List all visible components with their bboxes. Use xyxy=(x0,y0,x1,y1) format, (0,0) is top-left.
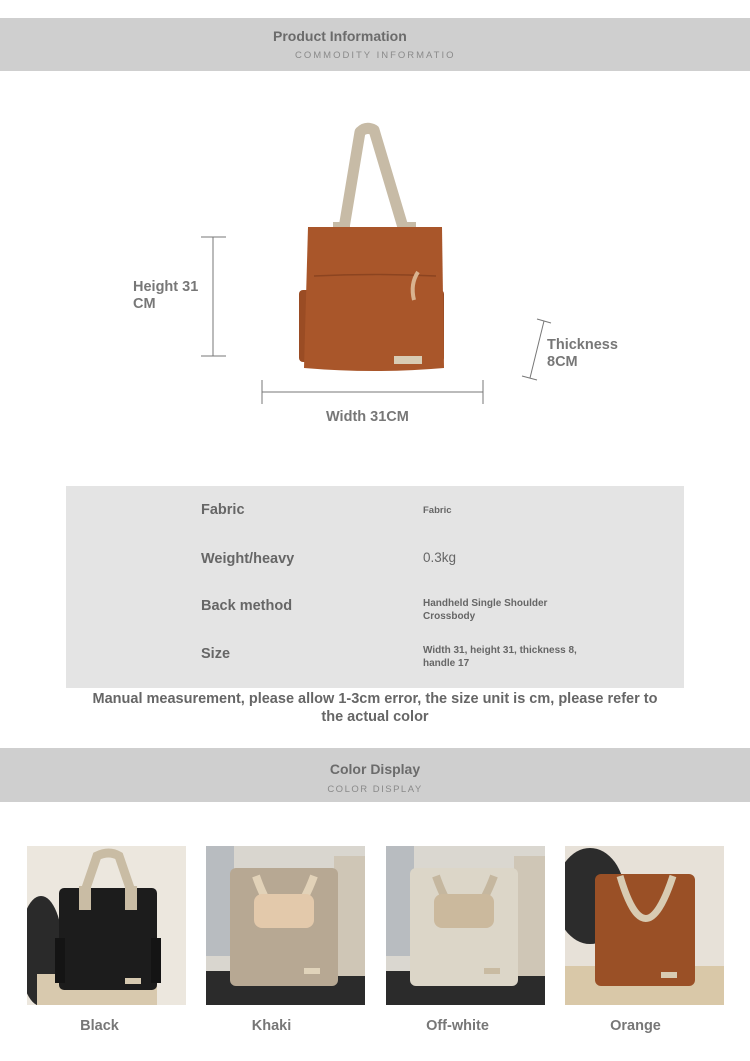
bag-image xyxy=(299,128,444,371)
color-label-black: Black xyxy=(80,1018,119,1034)
width-label: Width 31CM xyxy=(326,409,409,425)
spec-key: Size xyxy=(201,646,231,662)
color-label-off-white: Off-white xyxy=(426,1018,489,1034)
product-info-subtitle: COMMODITY INFORMATIO xyxy=(295,50,456,61)
thickness-label: Thickness 8CM xyxy=(547,337,618,370)
spec-value: Handheld Single Shoulder Crossbody xyxy=(423,598,548,622)
color-swatch-orange[interactable] xyxy=(565,846,724,1005)
color-display-title: Color Display xyxy=(329,761,421,777)
height-label: Height 31 CM xyxy=(133,279,199,312)
color-label-orange: Orange xyxy=(610,1018,661,1034)
color-display-banner xyxy=(0,748,750,802)
spec-value: 0.3kg xyxy=(423,550,457,565)
measurement-note: Manual measurement, please allow 1-3cm error, the size unit is cm, please refer to the actual color xyxy=(92,691,658,725)
spec-key: Back method xyxy=(201,598,293,614)
orange-bag-image xyxy=(565,846,724,1005)
color-swatch-black[interactable] xyxy=(27,846,186,1005)
spec-table xyxy=(66,486,684,688)
spec-value: Fabric xyxy=(423,505,452,516)
width-measure-line xyxy=(262,380,483,404)
color-label-khaki: Khaki xyxy=(251,1018,292,1034)
color-swatch-khaki[interactable] xyxy=(206,846,365,1005)
off-white-bag-image xyxy=(386,846,545,1005)
bag-dimension-diagram xyxy=(0,72,750,532)
product-info-title: Product Information xyxy=(273,28,407,44)
color-swatch-off-white[interactable] xyxy=(386,846,545,1005)
khaki-bag-image xyxy=(206,846,365,1005)
spec-value: Width 31, height 31, thickness 8, handle 17 xyxy=(423,645,577,669)
spec-key: Weight/heavy xyxy=(201,551,295,567)
product-info-banner xyxy=(0,18,750,71)
spec-key: Fabric xyxy=(201,502,245,518)
black-bag-image xyxy=(27,846,186,1005)
color-display-subtitle: COLOR DISPLAY xyxy=(327,784,423,795)
